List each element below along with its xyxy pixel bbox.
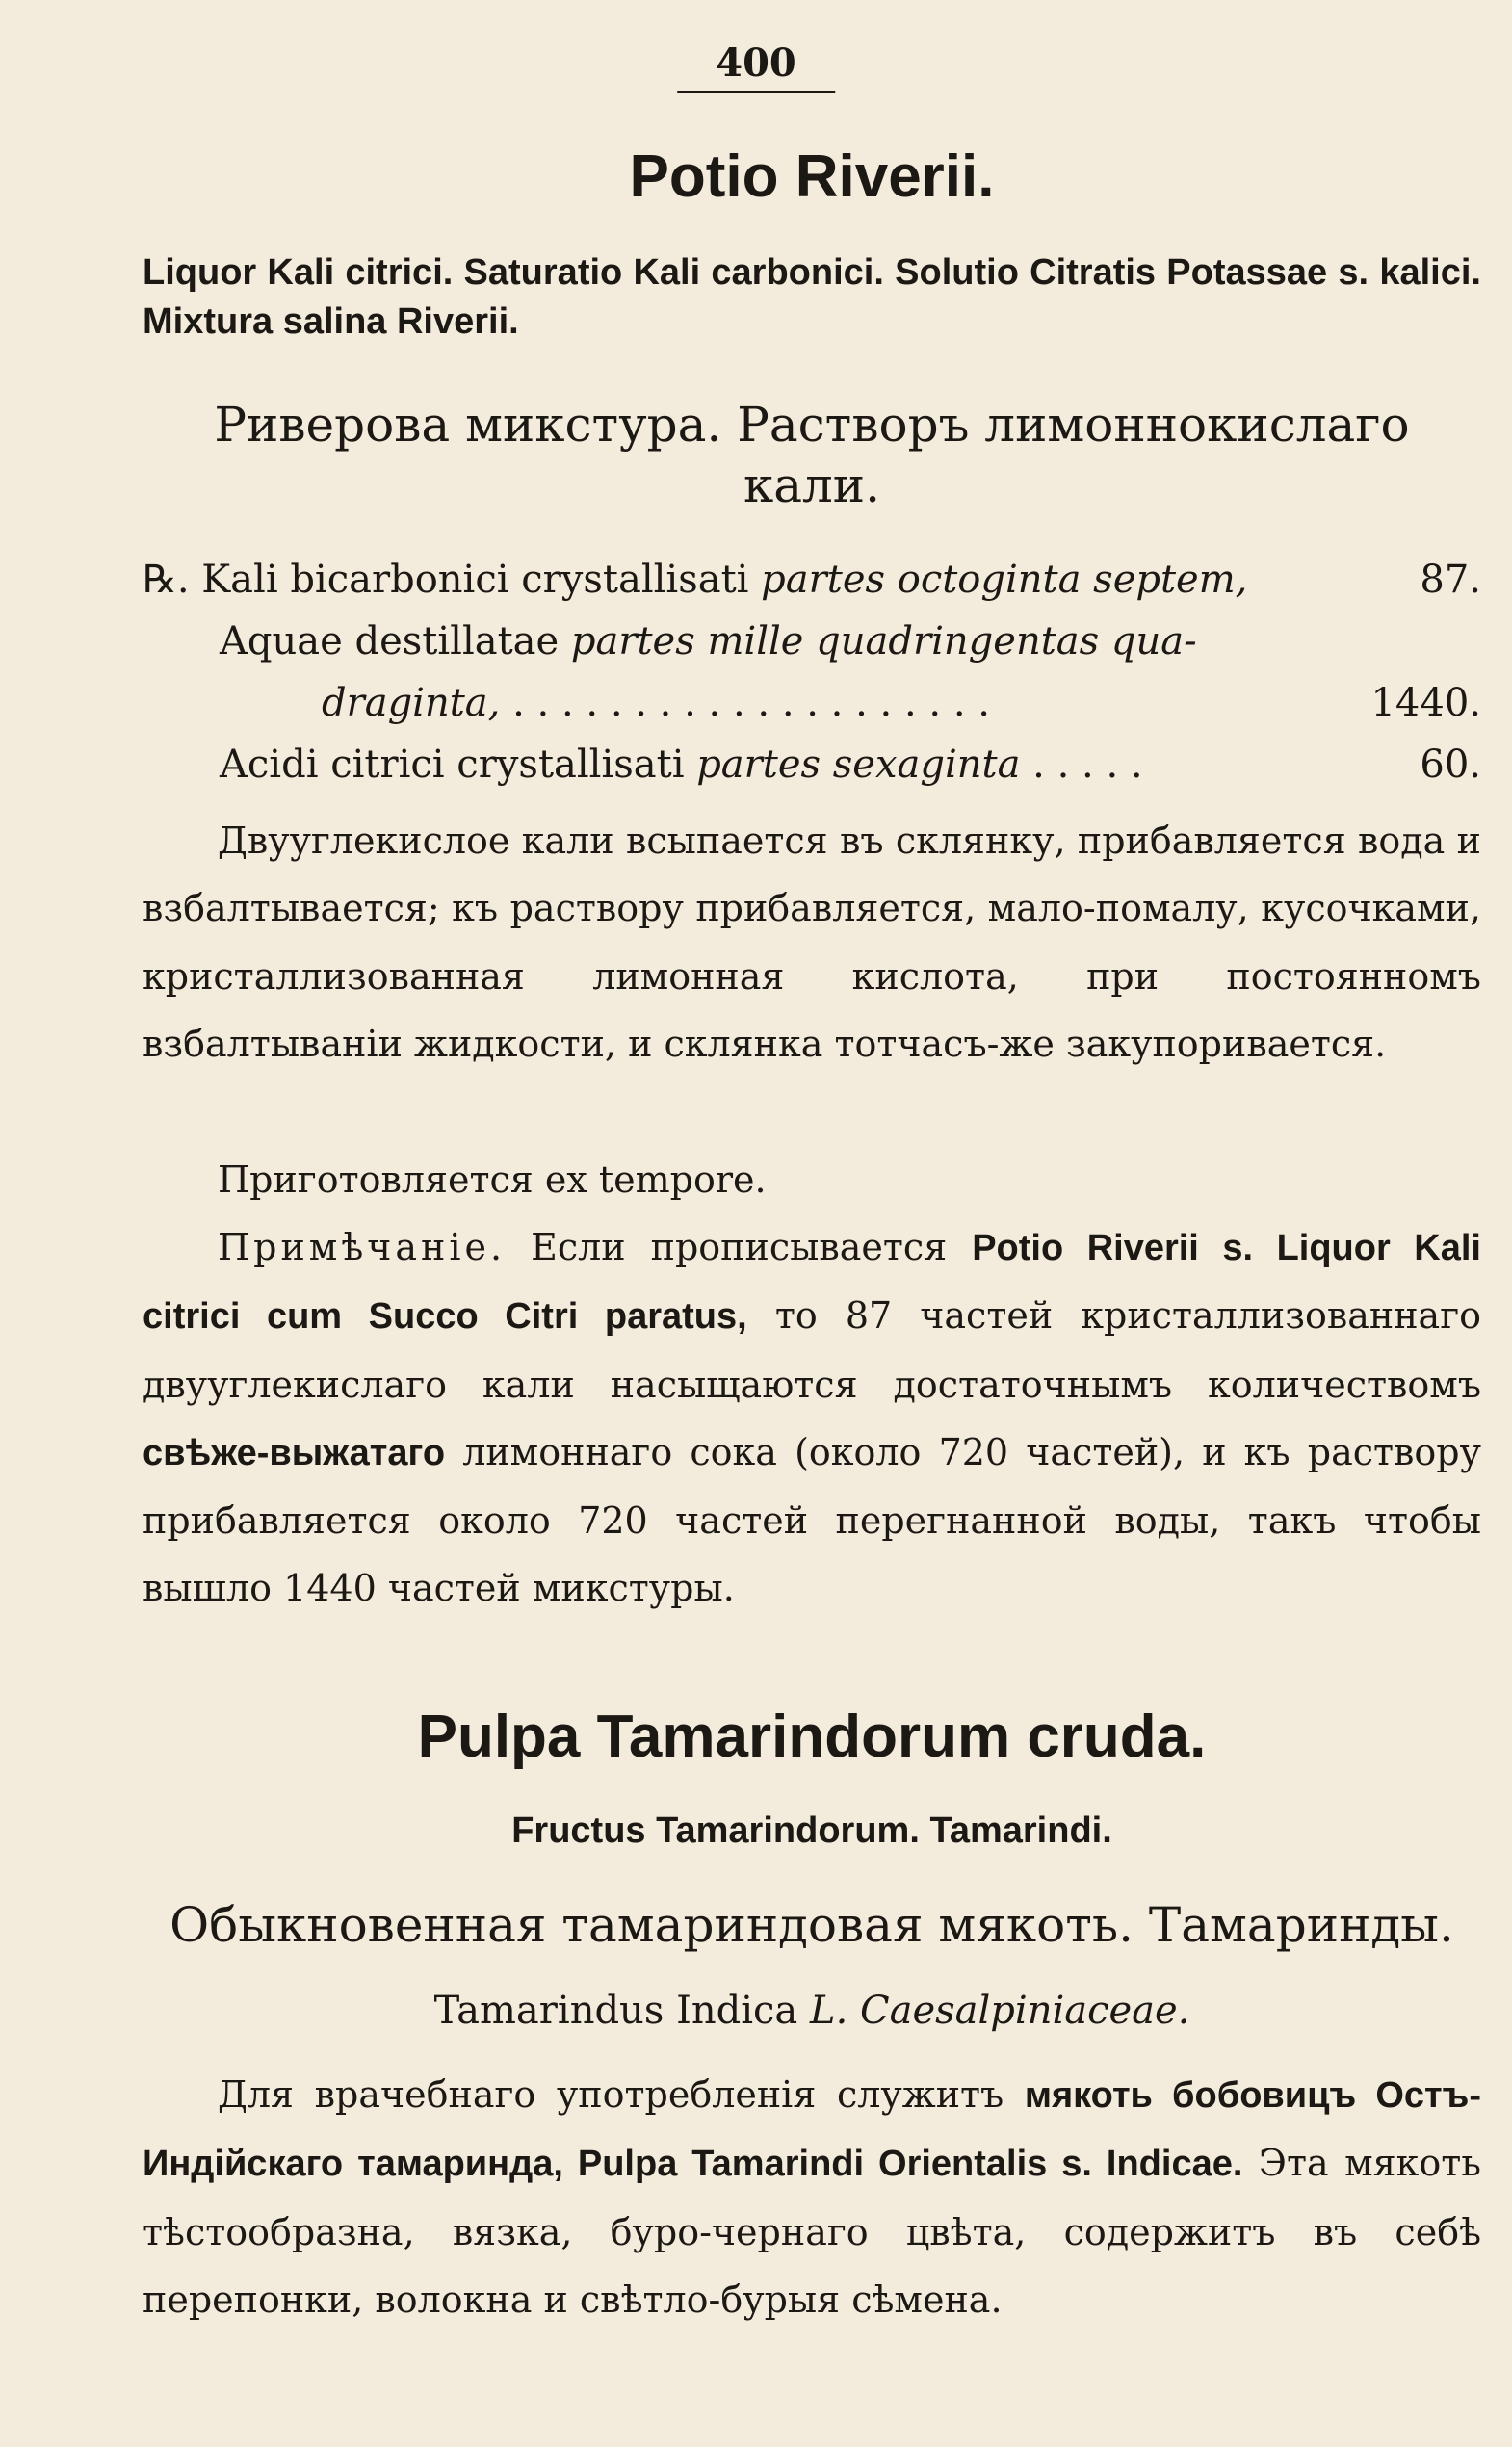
recipe: [143, 549, 1481, 795]
entry-title-pulpa-tamarindorum: Pulpa Tamarindorum cruda.: [417, 1704, 1207, 1770]
entry-russian-title-potio-riverii: Риверова микстура. Растворъ лимоннокислаго кали.: [214, 397, 1410, 513]
note-label: Примѣчаніе.: [218, 1226, 507, 1268]
paragraph-text: Эта мякоть тѣстообразна, вязка, буро-чернаго цвѣта, содержитъ въ себѣ перепонки, волокна и свѣтло-бурыя сѣмена.: [143, 2142, 1481, 2321]
paragraph-bold: мякоть бобовицъ Остъ-Индійскаго тамаринда, Pulpa Tamarindi Orientalis s. Indicae.: [143, 2075, 1481, 2185]
note-bold-word: свѣже-выжатаго: [143, 1432, 446, 1473]
source-family: Caesalpiniaceae.: [860, 1989, 1190, 2033]
recipe-ingredient: Kali bicarbonici crystallisati: [201, 558, 749, 602]
note-bold-name: Potio Riverii s. Liquor Kali citrici cum Succo Citri paratus,: [143, 1228, 1481, 1338]
recipe-ingredient: Acidi citrici crystallisati: [220, 742, 685, 787]
note-text: то 87 частей кристаллизованнаго двууглекислаго кали насыщаются достаточнымъ количествомъ: [143, 1294, 1481, 1406]
paragraph-ex-tempore: [143, 1146, 1481, 1213]
recipe-amount: 1440.: [1370, 681, 1481, 725]
source-author: L.: [810, 1989, 848, 2033]
recipe-amount-words-cont: draginta,: [322, 681, 501, 725]
botanical-source: [143, 1989, 1481, 2033]
rx-symbol: ℞.: [143, 558, 190, 602]
paragraph-text: Двууглекислое кали всыпается въ склянку, прибавляется вода и взбалтывается; къ раствору прибавляется, мало-помалу, кусочками, кристаллизованная лимонная кислота, при постоянномъ взбалтываніи жидкости, и склянка тотчасъ-же закупоривается.: [143, 820, 1481, 1065]
recipe-line-kali: [143, 549, 1481, 611]
recipe-amount-words: partes mille quadringentas qua-: [570, 619, 1197, 664]
recipe-amount: 87.: [1420, 558, 1481, 602]
recipe-ingredient: Aquae destillatae: [220, 619, 560, 664]
entry-synonyms-potio-riverii: Liquor Kali citrici. Saturatio Kali carbonici. Solutio Citratis Potassae s. kalici. Mixtura salina Riverii.: [143, 252, 1481, 343]
paragraph-note: [143, 1213, 1481, 1623]
paragraph-preparation: [143, 807, 1481, 1078]
paragraph-tamarind: [143, 2061, 1481, 2333]
recipe-leader: . . . . .: [1032, 742, 1143, 787]
entry-title-potio-riverii: Potio Riverii.: [629, 143, 995, 210]
note-text: лимоннаго сока (около 720 частей), и къ раствору прибавляется около 720 частей перегнанной воды, такъ чтобы вышло 1440 частей микстуры.: [143, 1430, 1481, 1610]
recipe-amount-words: partes octoginta septem,: [761, 558, 1248, 602]
entry-russian-title-tamarindorum: Обыкновенная тамариндовая мякоть. Тамаринды.: [169, 1897, 1454, 1953]
entry-synonyms-tamarindorum: Fructus Tamarindorum. Tamarindi.: [511, 1810, 1112, 1851]
recipe-line-aqua: [143, 611, 1481, 672]
recipe-amount: 60.: [1420, 742, 1481, 787]
note-text: Если прописывается: [531, 1226, 948, 1268]
recipe-amount-words: partes sexaginta: [696, 742, 1021, 787]
recipe-leader: . . . . . . . . . . . . . . . . . . . .: [512, 681, 990, 725]
paragraph-text: Приготовляется ex tempore.: [218, 1158, 767, 1201]
recipe-line-aqua-cont: [143, 672, 1481, 734]
recipe-line-acid: [143, 734, 1481, 795]
paragraph-text: Для врачебнаго употребленія служитъ: [218, 2073, 1004, 2116]
source-name: Tamarindus Indica: [433, 1989, 798, 2033]
page-number: 400: [677, 40, 835, 93]
